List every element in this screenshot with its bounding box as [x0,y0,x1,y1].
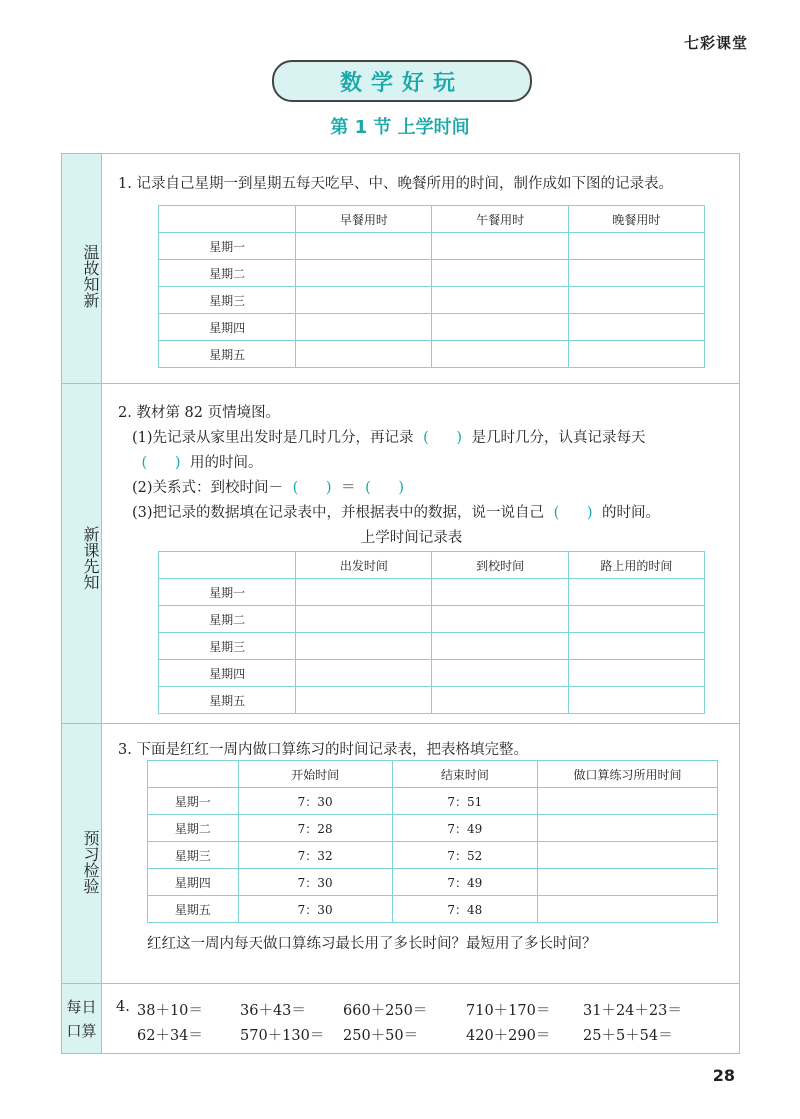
answer-cell[interactable] [537,896,717,923]
brand-logo: 七彩课堂 [683,34,748,52]
row-label: 星期三 [148,842,239,869]
row-label: 星期三 [159,633,296,660]
answer-blank[interactable]: ( ) [141,455,181,471]
answer-cell[interactable] [568,687,704,714]
text: 用的时间。 [190,455,263,471]
answer-cell[interactable] [537,815,717,842]
table-header-cell: 晚餐用时 [568,206,704,233]
row-label: 星期四 [159,314,296,341]
row-label: 星期一 [159,233,296,260]
answer-cell[interactable] [432,260,568,287]
answer-cell[interactable] [432,687,568,714]
table-header-cell [159,552,296,579]
answer-cell[interactable] [296,260,432,287]
start-time: 7：30 [238,896,392,923]
answer-cell[interactable] [432,314,568,341]
text: 的时间。 [602,505,661,521]
answer-cell[interactable] [296,233,432,260]
arithmetic-item: 25＋5＋54＝ [583,1028,673,1044]
answer-cell[interactable] [568,341,704,368]
arithmetic-item: 31＋24＋23＝ [583,1003,682,1019]
question-4-number: 4. [116,999,130,1015]
row-label: 星期三 [159,287,296,314]
arithmetic-item: 570＋130＝ [240,1028,325,1044]
arithmetic-item: 250＋50＝ [343,1028,419,1044]
answer-blank[interactable]: ( ) [423,430,463,446]
text: 是几时几分，认真记录每天 [471,430,646,446]
answer-cell[interactable] [568,260,704,287]
answer-cell[interactable] [568,233,704,260]
question-3-followup: 红红这一周内每天做口算练习最长用了多长时间？最短用了多长时间？ [147,936,597,952]
practice-time-table [147,760,718,923]
answer-cell[interactable] [432,341,568,368]
start-time: 7：30 [238,788,392,815]
row-label: 星期一 [148,788,239,815]
table-header-cell: 做口算练习所用时间 [537,761,717,788]
section-divider [62,723,739,724]
arithmetic-item: 62＋34＝ [137,1028,203,1044]
table-header-cell: 午餐用时 [432,206,568,233]
meal-time-table [158,205,705,368]
table-header-cell: 开始时间 [238,761,392,788]
table-header-cell: 路上用的时间 [568,552,704,579]
row-label: 星期二 [148,815,239,842]
answer-cell[interactable] [432,633,568,660]
section-divider [62,983,739,984]
section-label-preview: 预习检验 [81,830,100,894]
page-title: 数学好玩 [272,60,532,102]
end-time: 7：51 [392,788,537,815]
end-time: 7：52 [392,842,537,869]
answer-cell[interactable] [537,869,717,896]
arithmetic-item: 420＋290＝ [466,1028,551,1044]
answer-cell[interactable] [432,606,568,633]
arithmetic-item: 36＋43＝ [240,1003,306,1019]
text: ＝ [341,480,356,496]
question-2-part-1-cont [132,451,263,472]
table-header-cell [148,761,239,788]
answer-cell[interactable] [296,660,432,687]
answer-blank[interactable]: ( ) [553,505,593,521]
end-time: 7：49 [392,815,537,842]
arithmetic-item: 710＋170＝ [466,1003,551,1019]
end-time: 7：48 [392,896,537,923]
section-divider [62,383,739,384]
answer-cell[interactable] [568,633,704,660]
start-time: 7：30 [238,869,392,896]
answer-cell[interactable] [296,633,432,660]
row-label: 星期四 [159,660,296,687]
text: (1)先记录从家里出发时是几时几分，再记录 [132,430,414,446]
row-label: 星期四 [148,869,239,896]
answer-cell[interactable] [568,606,704,633]
row-label: 星期五 [159,687,296,714]
page-number: 28 [712,1066,735,1085]
answer-cell[interactable] [296,606,432,633]
question-3-text: 3. 下面是红红一周内做口算练习的时间记录表，把表格填完整。 [118,742,528,758]
table-header-cell [159,206,296,233]
question-2-part-2 [132,476,414,497]
text: (2)关系式：到校时间－ [132,480,284,496]
table-header-cell: 出发时间 [296,552,432,579]
answer-cell[interactable] [432,233,568,260]
answer-cell[interactable] [296,287,432,314]
answer-cell[interactable] [296,341,432,368]
answer-cell[interactable] [296,687,432,714]
section-label-daily-1: 每日 [66,998,97,1016]
answer-cell[interactable] [432,287,568,314]
answer-cell[interactable] [296,314,432,341]
question-2-part-3 [132,501,660,522]
answer-cell[interactable] [296,579,432,606]
content-frame [61,153,740,1054]
question-2-text: 2. 教材第 82 页情境图。 [118,405,281,421]
row-label: 星期五 [159,341,296,368]
row-label: 星期五 [148,896,239,923]
answer-cell[interactable] [432,660,568,687]
answer-cell[interactable] [568,579,704,606]
answer-cell[interactable] [432,579,568,606]
row-label: 星期一 [159,579,296,606]
section-label-daily-2: 口算 [66,1022,97,1040]
answer-blank[interactable]: ( ) [292,480,332,496]
row-label: 星期二 [159,606,296,633]
start-time: 7：28 [238,815,392,842]
start-time: 7：32 [238,842,392,869]
school-time-table [158,551,705,714]
table-header-cell: 到校时间 [432,552,568,579]
answer-cell[interactable] [537,842,717,869]
answer-cell[interactable] [537,788,717,815]
answer-cell[interactable] [568,660,704,687]
table-header-cell: 早餐用时 [296,206,432,233]
arithmetic-item: 38＋10＝ [137,1003,203,1019]
question-2-part-1 [132,426,646,447]
section-label-newlesson: 新课先知 [81,526,100,590]
text: (3)把记录的数据填在记录表中，并根据表中的数据，说一说自己 [132,505,545,521]
answer-blank[interactable]: ( ) [365,480,405,496]
answer-cell[interactable] [568,314,704,341]
end-time: 7：49 [392,869,537,896]
answer-cell[interactable] [568,287,704,314]
row-label: 星期二 [159,260,296,287]
table-header-cell: 结束时间 [392,761,537,788]
arithmetic-item: 660＋250＝ [343,1003,428,1019]
question-1-text: 1. 记录自己星期一到星期五每天吃早、中、晚餐所用的时间，制作成如下图的记录表。 [118,176,673,192]
section-label-review: 温故知新 [81,244,100,308]
table-caption: 上学时间记录表 [360,530,463,546]
section-subtitle: 第 1 节 上学时间 [330,117,470,138]
